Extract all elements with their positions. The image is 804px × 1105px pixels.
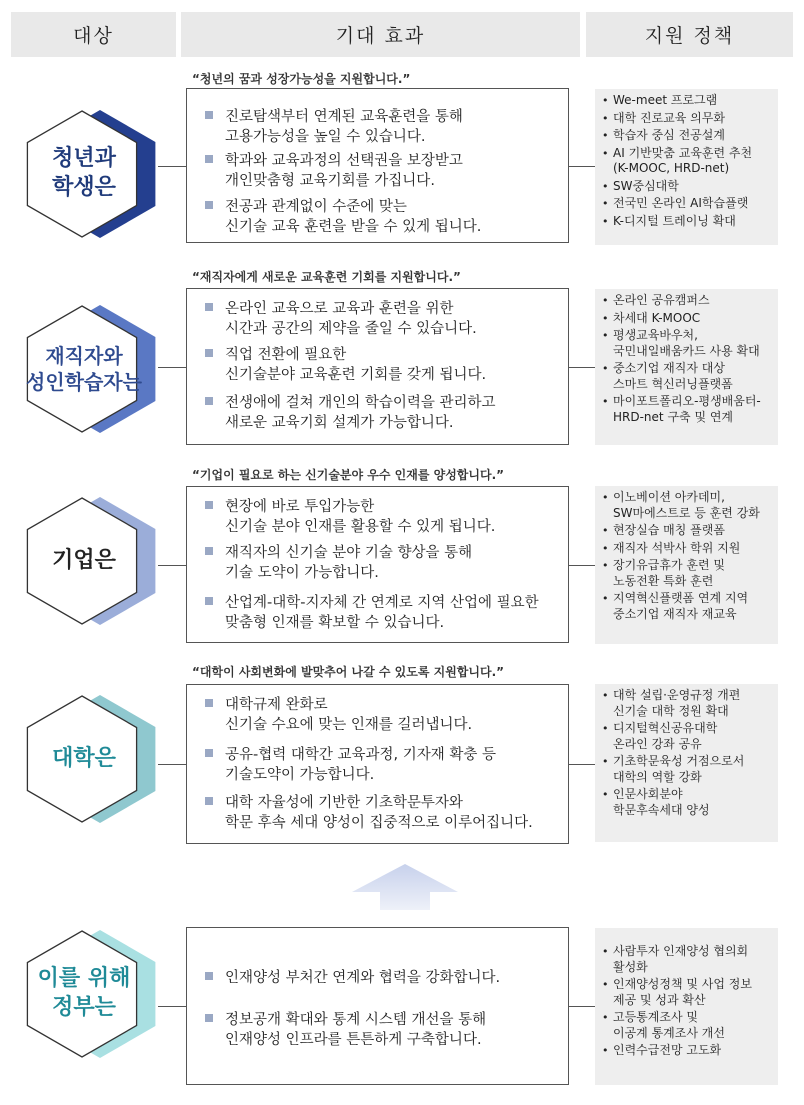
connector-line	[158, 1006, 186, 1007]
square-bullet-icon	[205, 501, 213, 509]
policy-text-line: 노동전환 특화 훈련	[613, 573, 714, 588]
target-label-line: 정부는	[52, 995, 116, 1020]
target-hexagon	[18, 693, 168, 825]
effect-text-line: 학과와 교육과정의 선택권을 보장받고	[225, 153, 463, 169]
policy-box	[595, 89, 778, 245]
connector-line	[569, 166, 595, 167]
connector-line	[158, 565, 186, 566]
square-bullet-icon	[205, 349, 213, 357]
policy-item	[601, 1043, 774, 1059]
effect-text-line: 맞춤형 인재를 확보할 수 있습니다.	[225, 615, 445, 631]
policy-text-line: • 온라인 공유캠퍼스	[613, 293, 710, 307]
effect-text-line: 신기술 분야 인재를 활용할 수 있게 됩니다.	[225, 519, 496, 535]
policy-text-line: HRD-net 구축 및 연계	[613, 409, 734, 424]
policy-text-line: • 이노베이션 아카데미,	[613, 490, 725, 504]
policy-item	[601, 1010, 774, 1041]
policy-item	[601, 146, 774, 177]
effect-item	[205, 695, 562, 735]
policy-text-line: 이공계 통계조사 개선	[613, 1025, 725, 1040]
connector-line	[158, 764, 186, 765]
effect-item	[205, 543, 562, 583]
square-bullet-icon	[205, 699, 213, 707]
policy-text-line: • 고등통계조사 및	[613, 1010, 698, 1024]
policy-text-line: • AI 기반맞춤 교육훈련 추천	[613, 145, 753, 160]
effects-box	[186, 684, 569, 844]
effect-text-line: 시간과 공간의 제약을 줄일 수 있습니다.	[225, 321, 477, 337]
target-label	[23, 693, 145, 825]
row-quote: “청년의 꿈과 성장가능성을 지원합니다.”	[192, 72, 411, 86]
square-bullet-icon	[205, 749, 213, 757]
policy-item	[601, 293, 774, 309]
target-label	[23, 303, 145, 435]
policy-item	[601, 490, 774, 521]
policy-text-line: 신기술 대학 정원 확대	[613, 703, 729, 718]
effect-text-line: 인재양성 인프라를 튼튼하게 구축합니다.	[225, 1032, 482, 1048]
connector-line	[158, 367, 186, 368]
effect-item	[205, 1010, 562, 1050]
effect-item	[205, 299, 562, 339]
row-quote: “대학이 사회변화에 발맞추어 나갈 수 있도록 지원합니다.”	[192, 665, 505, 679]
effect-text-line: 전생애에 걸쳐 개인의 학습이력을 관리하고	[225, 395, 496, 411]
policy-item	[601, 128, 774, 144]
effects-box	[186, 927, 569, 1085]
policy-text-line: • 차세대 K-MOOC	[613, 310, 701, 325]
policy-text-line: • 현장실습 매칭 플랫폼	[613, 523, 725, 537]
policy-item	[601, 944, 774, 975]
square-bullet-icon	[205, 303, 213, 311]
policy-text-line: 스마트 혁신러닝플랫폼	[613, 376, 733, 391]
header-policy: 지원 정책	[586, 12, 793, 57]
effect-text-line: 산업계-대학-지자체 간 연계로 지역 산업에 필요한	[225, 595, 539, 611]
policy-text-line: • 사람투자 인재양성 협의회	[613, 944, 749, 958]
policy-text-line: 학문후속세대 양성	[613, 802, 710, 817]
policy-text-line: • 인력수급전망 고도화	[613, 1043, 722, 1057]
effect-text-line: 신기술 수요에 맞는 인재를 길러냅니다.	[225, 717, 473, 733]
target-hexagon	[18, 495, 168, 627]
target-label-line: 대학은	[52, 745, 116, 771]
square-bullet-icon	[205, 797, 213, 805]
target-label	[23, 928, 145, 1060]
policy-box	[595, 486, 778, 644]
policy-box	[595, 684, 778, 842]
effect-item	[205, 745, 562, 785]
target-label-line: 기업은	[52, 547, 116, 573]
policy-text-line: • 인재양성정책 및 사업 정보	[613, 977, 752, 991]
effect-item	[205, 793, 562, 833]
square-bullet-icon	[205, 155, 213, 163]
policy-item	[601, 93, 774, 109]
policy-box	[595, 289, 778, 445]
policy-text-line: 대학의 역할 강화	[613, 769, 702, 784]
policy-item	[601, 179, 774, 195]
square-bullet-icon	[205, 111, 213, 119]
policy-item	[601, 754, 774, 785]
effect-item	[205, 151, 562, 191]
effect-text-line: 재직자의 신기술 분야 기술 향상을 통해	[225, 545, 473, 561]
effect-item	[205, 107, 562, 147]
policy-text-line: 제공 및 성과 확산	[613, 992, 706, 1007]
target-label-line: 청년과	[52, 146, 116, 172]
policy-text-line: • 중소기업 재직자 대상	[613, 361, 725, 375]
target-label	[23, 495, 145, 627]
square-bullet-icon	[205, 547, 213, 555]
effect-item	[205, 197, 562, 237]
connector-line	[569, 764, 595, 765]
policy-item	[601, 721, 774, 752]
effect-text-line: 인재양성 부처간 연계와 협력을 강화합니다.	[225, 970, 501, 986]
effect-text-line: 학문 후속 세대 양성이 집중적으로 이루어집니다.	[225, 815, 533, 831]
policy-text-line: • 재직자 석박사 학위 지원	[613, 540, 741, 555]
policy-text-line: • K-디지털 트레이닝 확대	[613, 213, 736, 228]
policy-item	[601, 558, 774, 589]
policy-text-line: 국민내일배움카드 사용 확대	[613, 343, 760, 358]
effect-text-line: 기술도약이 가능합니다.	[225, 767, 375, 783]
policy-text-line: • 대학 진로교육 의무화	[613, 110, 725, 125]
effects-box	[186, 288, 569, 445]
policy-text-line: 온라인 강좌 공유	[613, 736, 702, 751]
policy-item	[601, 523, 774, 539]
policy-item	[601, 328, 774, 359]
effect-text-line: 공유-협력 대학간 교육과정, 기자재 확충 등	[225, 747, 497, 763]
connector-line	[569, 1006, 595, 1007]
policy-text-line: • 디지털혁신공유대학	[613, 721, 718, 735]
policy-text-line: SW마에스트로 등 훈련 강화	[613, 505, 760, 520]
square-bullet-icon	[205, 201, 213, 209]
row-quote: “재직자에게 새로운 교육훈련 기회를 지원합니다.”	[192, 270, 461, 284]
effect-text-line: 고용가능성을 높일 수 있습니다.	[225, 129, 426, 145]
effect-text-line: 신기술 교육 훈련을 받을 수 있게 됩니다.	[225, 219, 482, 235]
effect-text-line: 신기술분야 교육훈련 기회를 갖게 됩니다.	[225, 367, 487, 383]
target-hexagon	[18, 108, 168, 240]
effect-text-line: 현장에 바로 투입가능한	[225, 499, 375, 515]
effect-item	[205, 393, 562, 433]
effect-text-line: 직업 전환에 필요한	[225, 347, 347, 363]
policy-text-line: • 대학 설립·운영규정 개편	[613, 688, 741, 702]
square-bullet-icon	[205, 397, 213, 405]
header-effect: 기대 효과	[181, 12, 580, 57]
policy-item	[601, 214, 774, 230]
connector-line	[158, 166, 186, 167]
target-label-line: 성인학습자는	[26, 370, 142, 394]
policy-text-line: • 지역혁신플랫폼 연계 지역	[613, 591, 749, 605]
effect-item	[205, 593, 562, 633]
square-bullet-icon	[205, 972, 213, 980]
connector-line	[569, 565, 595, 566]
policy-item	[601, 977, 774, 1008]
policy-item	[601, 196, 774, 212]
policy-item	[601, 111, 774, 127]
policy-text-line: • 기초학문육성 거점으로서	[613, 754, 745, 768]
effect-text-line: 전공과 관계없이 수준에 맞는	[225, 199, 407, 215]
effect-text-line: 개인맞춤형 교육기회를 가집니다.	[225, 173, 435, 189]
policy-text-line: • SW중심대학	[613, 178, 679, 193]
policy-box	[595, 928, 778, 1085]
effect-text-line: 새로운 교육기회 설계가 가능합니다.	[225, 415, 454, 431]
effect-text-line: 기술 도약이 가능합니다.	[225, 565, 379, 581]
policy-item	[601, 688, 774, 719]
effect-text-line: 대학 자율성에 기반한 기초학문투자와	[225, 795, 463, 811]
effect-text-line: 온라인 교육으로 교육과 훈련을 위한	[225, 301, 454, 317]
effect-text-line: 대학규제 완화로	[225, 697, 328, 713]
target-hexagon	[18, 303, 168, 435]
target-label	[23, 108, 145, 240]
policy-item	[601, 311, 774, 327]
effects-box	[186, 486, 569, 643]
effect-text-line: 정보공개 확대와 통계 시스템 개선을 통해	[225, 1012, 487, 1028]
square-bullet-icon	[205, 1014, 213, 1022]
up-arrow-icon	[350, 862, 460, 912]
policy-text-line: • 평생교육바우처,	[613, 328, 698, 342]
row-quote: “기업이 필요로 하는 신기술분야 우수 인재를 양성합니다.”	[192, 468, 505, 482]
effects-box	[186, 88, 569, 243]
policy-item	[601, 787, 774, 818]
effect-item	[205, 345, 562, 385]
square-bullet-icon	[205, 597, 213, 605]
target-label-line: 이를 위해	[37, 966, 131, 992]
effect-item	[205, 497, 562, 537]
target-label-line: 학생은	[52, 175, 116, 200]
policy-text-line: • 마이포트폴리오-평생배움터-	[613, 394, 761, 408]
policy-item	[601, 591, 774, 622]
policy-text-line: 활성화	[613, 959, 648, 974]
target-hexagon	[18, 928, 168, 1060]
policy-text-line: (K-MOOC, HRD-net)	[613, 161, 730, 175]
target-label-line: 재직자와	[45, 344, 123, 368]
policy-text-line: • 전국민 온라인 AI학습플랫	[613, 196, 749, 210]
effect-item	[205, 968, 562, 988]
connector-line	[569, 367, 595, 368]
header-target: 대상	[11, 12, 176, 57]
policy-text-line: • We-meet 프로그램	[613, 93, 718, 107]
policy-text-line: • 인문사회분야	[613, 787, 683, 801]
effect-text-line: 진로탐색부터 연계된 교육훈련을 통해	[225, 109, 463, 125]
policy-item	[601, 361, 774, 392]
policy-text-line: • 학습자 중심 전공설계	[613, 128, 725, 142]
policy-text-line: 중소기업 재직자 재교육	[613, 606, 737, 621]
policy-item	[601, 541, 774, 557]
policy-text-line: • 장기유급휴가 훈련 및	[613, 558, 725, 572]
policy-item	[601, 394, 774, 425]
